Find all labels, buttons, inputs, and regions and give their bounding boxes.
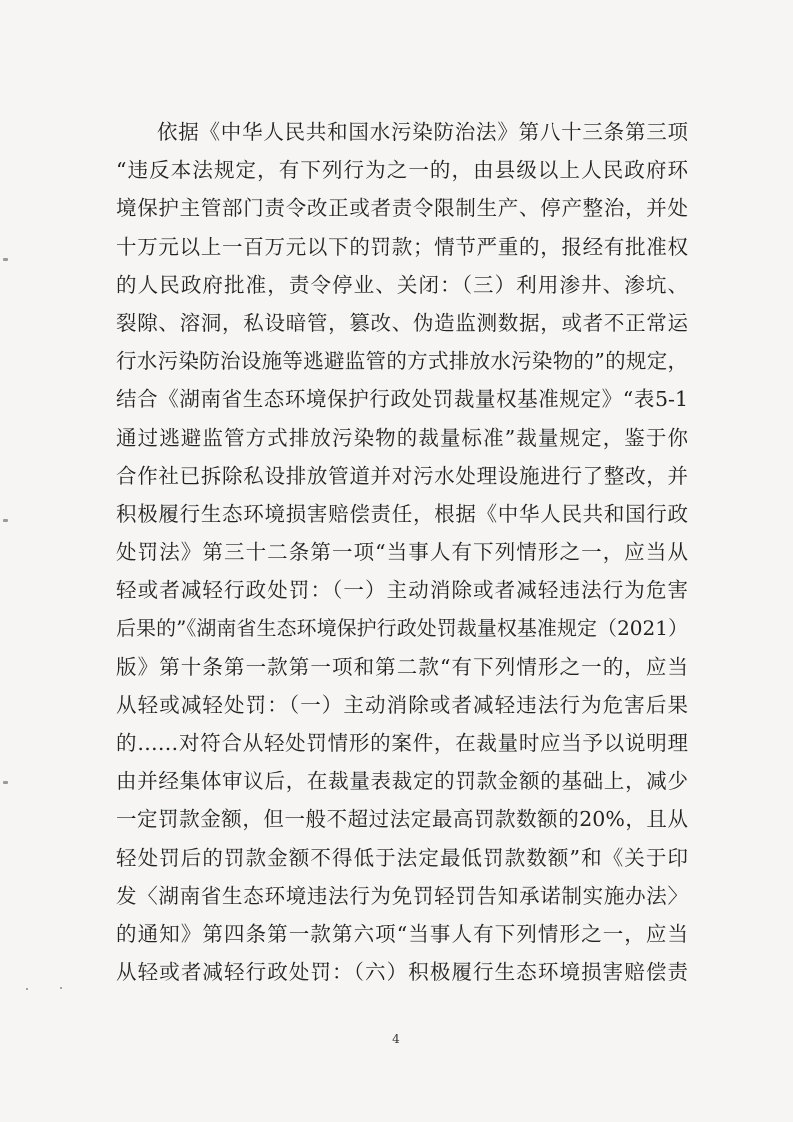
text-line: 合作社已拆除私设排放管道并对污水处理设施进行了整改，并: [116, 463, 688, 488]
page-number: 4: [392, 1032, 400, 1046]
scan-speck: [26, 988, 28, 990]
scan-speck: [60, 987, 62, 989]
text-line: 的……对符合从轻处罚情形的案件，在裁量时应当予以说明理: [116, 731, 688, 755]
text-line: 一定罚款金额，但一般不超过法定最高罚款数额的20%，且从: [116, 807, 688, 832]
text-line: 境保护主管部门责令改正或者责令限制生产、停产整治，并处: [116, 196, 688, 221]
text-line: 轻处罚后的罚款金额不得低于法定最低罚款数额”和《关于印: [116, 845, 688, 870]
text-line: 由并经集体审议后，在裁量表裁定的罚款金额的基础上，减少: [116, 769, 688, 794]
text-line: 结合《湖南省生态环境保护行政处罚裁量权基准规定》“表5-1: [116, 387, 688, 412]
text-line: 依据《中华人民共和国水污染防治法》第八十三条第三项: [157, 120, 688, 144]
binding-mark: [3, 781, 8, 784]
binding-mark: [3, 258, 8, 261]
text-line: 行水污染防治设施等逃避监管的方式排放水污染物的”的规定，: [116, 349, 688, 374]
text-line: 处罚法》第三十二条第一项“当事人有下列情形之一，应当从: [116, 540, 688, 565]
binding-mark: [3, 519, 8, 522]
text-line: 轻或者减轻行政处罚：（一）主动消除或者减轻违法行为危害: [116, 578, 688, 603]
body-text: [116, 113, 688, 991]
text-line: 从轻或者减轻行政处罚：（六）积极履行生态环境损害赔偿责: [116, 960, 688, 985]
text-line: 十万元以上一百万元以下的罚款；情节严重的，报经有批准权: [116, 234, 688, 259]
text-line: 的人民政府批准，责令停业、关闭：（三）利用渗井、渗坑、: [116, 272, 688, 297]
text-line: 从轻或减轻处罚：（一）主动消除或者减轻违法行为危害后果: [116, 692, 688, 717]
text-line: 发〈湖南省生态环境违法行为免罚轻罚告知承诺制实施办法〉: [116, 883, 688, 908]
text-line: 版》第十条第一款第一项和第二款“有下列情形之一的，应当: [116, 654, 688, 679]
text-line: 积极履行生态环境损害赔偿责任，根据《中华人民共和国行政: [116, 501, 688, 526]
text-line: 裂隙、溶洞，私设暗管，篡改、伪造监测数据，或者不正常运: [116, 310, 688, 335]
text-line: “违反本法规定，有下列行为之一的，由县级以上人民政府环: [116, 158, 688, 183]
text-line: 的通知》第四条第一款第六项“当事人有下列情形之一，应当: [116, 921, 688, 946]
text-line: 后果的”《湖南省生态环境保护行政处罚裁量权基准规定（2021）: [116, 616, 688, 641]
text-line: 通过逃避监管方式排放污染物的裁量标准”裁量规定，鉴于你: [116, 425, 688, 450]
